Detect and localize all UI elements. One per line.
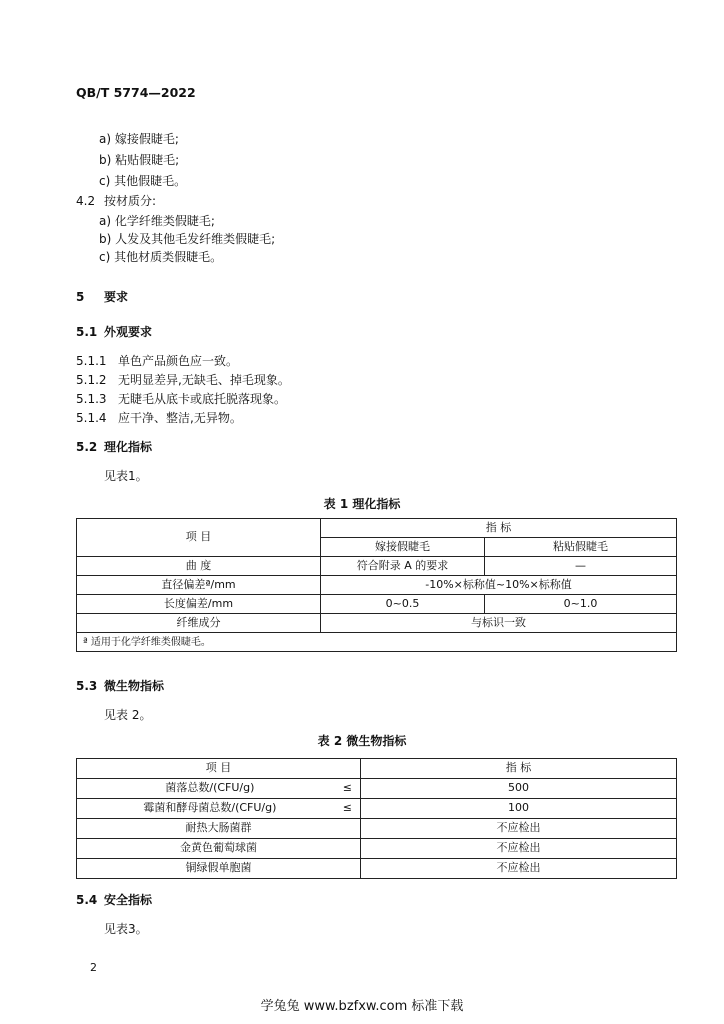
table-1-caption: 表 1 理化指标 <box>323 497 401 511</box>
document-code: QB/T 5774—2022 <box>76 85 196 100</box>
table-row: 曲 度 符合附录 A 的要求 — <box>77 557 677 576</box>
list-item: b) 人发及其他毛发纤维类假睫毛; <box>99 232 276 246</box>
table-row: ≤ 霉菌和酵母菌总数/(CFU/g) 100 <box>77 799 677 819</box>
table-header-item: 项 目 <box>77 759 361 779</box>
table-footnote: ª 适用于化学纤维类假睫毛。 <box>77 633 677 652</box>
section-heading-5: 5 要求 <box>76 290 129 304</box>
clause: 5.1.4 应干净、整洁,无异物。 <box>76 411 242 425</box>
section-heading-5-4: 5.4 安全指标 <box>76 893 153 907</box>
table-subheader: 嫁接假睫毛 <box>321 538 485 557</box>
list-item: c) 其他假睫毛。 <box>99 174 187 188</box>
table-row: 铜绿假单胞菌 不应检出 <box>77 859 677 879</box>
table-row: 直径偏差ª/mm -10%×标称值~10%×标称值 <box>77 576 677 595</box>
list-item: a) 嫁接假睫毛; <box>99 132 179 146</box>
table-row: 纤维成分 与标识一致 <box>77 614 677 633</box>
table-subheader: 粘贴假睫毛 <box>485 538 677 557</box>
table-2 <box>76 758 677 879</box>
list-item: b) 粘贴假睫毛; <box>99 153 180 167</box>
page-number: 2 <box>90 961 97 974</box>
footer-watermark: 学兔兔 www.bzfxw.com 标准下载 <box>260 999 464 1014</box>
table-row: ≤ 菌落总数/(CFU/g) 500 <box>77 779 677 799</box>
clause: 5.1.2 无明显差异,无缺毛、掉毛现象。 <box>76 373 290 387</box>
clause: 5.1.3 无睫毛从底卡或底托脱落现象。 <box>76 392 287 406</box>
table-reference: 见表3。 <box>104 922 148 936</box>
list-item: c) 其他材质类假睫毛。 <box>99 250 223 264</box>
table-row: 金黄色葡萄球菌 不应检出 <box>77 839 677 859</box>
table-reference: 见表 2。 <box>104 708 152 722</box>
table-reference: 见表1。 <box>104 469 148 483</box>
section-heading-5-1: 5.1 外观要求 <box>76 325 153 339</box>
table-1 <box>76 518 677 652</box>
table-header-index: 指 标 <box>361 759 677 779</box>
table-row: 长度偏差/mm 0~0.5 0~1.0 <box>77 595 677 614</box>
section-heading-5-3: 5.3 微生物指标 <box>76 679 165 693</box>
table-header-item: 项 目 <box>77 519 321 557</box>
section-heading-5-2: 5.2 理化指标 <box>76 440 153 454</box>
table-2-caption: 表 2 微生物指标 <box>317 734 407 748</box>
clause: 5.1.1 单色产品颜色应一致。 <box>76 354 239 368</box>
table-row: 耐热大肠菌群 不应检出 <box>77 819 677 839</box>
table-header-index: 指 标 <box>321 519 677 538</box>
list-item: a) 化学纤维类假睫毛; <box>99 214 215 228</box>
clause-4-2: 4.2 按材质分: <box>76 194 157 208</box>
